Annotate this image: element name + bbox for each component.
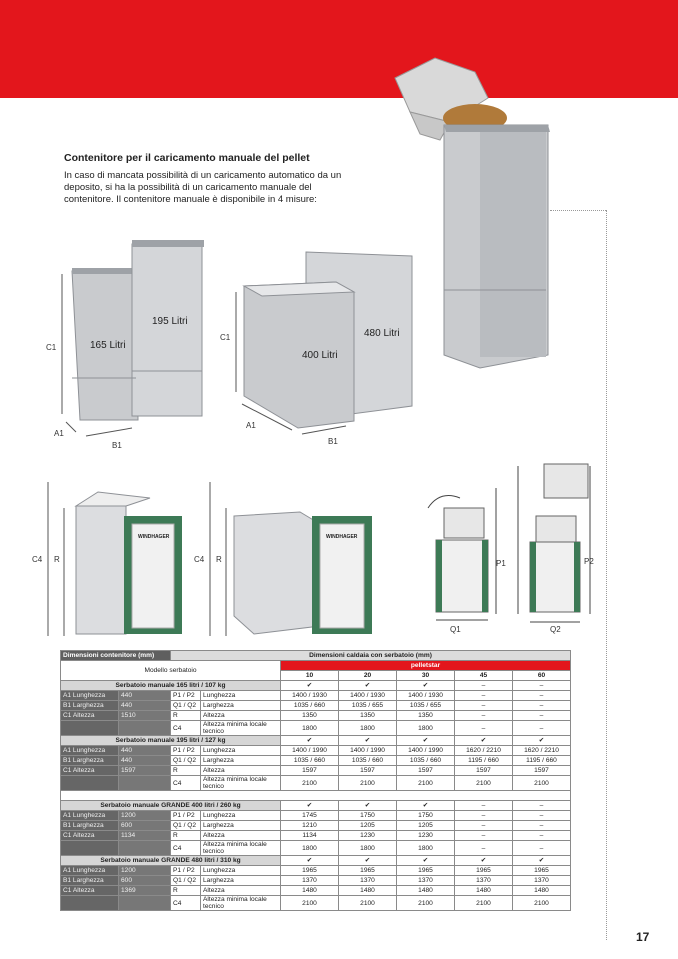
table-cell: 2100 [455,896,513,911]
availability-cell: ✔ [281,681,339,691]
model-label: Modello serbatoio [61,661,281,681]
boiler-dim-label: Altezza [201,831,281,841]
dimensions-table [60,650,571,911]
b1-label-large: B1 [328,437,338,446]
container-dim-value: 1510 [119,711,171,721]
table-cell: – [513,831,571,841]
table-cell: 1597 [513,766,571,776]
tank-480-label: 480 Litri [364,328,400,339]
table-row [61,866,571,876]
section-title-row [61,801,571,811]
container-dim-label: B1 Larghezza [61,756,119,766]
table-cell: 2100 [513,896,571,911]
availability-cell: – [455,801,513,811]
table-cell: 1035 / 655 [339,701,397,711]
boiler-dim-code: C4 [171,776,201,791]
container-dim-value: 1134 [119,831,171,841]
a1-label-large: A1 [246,421,256,430]
availability-cell: ✔ [397,736,455,746]
table-cell: 1965 [455,866,513,876]
table-cell: 1965 [513,866,571,876]
table-cell: 2100 [281,896,339,911]
boiler-dim-label: Altezza [201,886,281,896]
table-cell: – [513,691,571,701]
table-header-row [61,651,571,661]
availability-cell: ✔ [339,681,397,691]
table-cell: 1370 [397,876,455,886]
availability-cell: ✔ [339,801,397,811]
table-cell: 1205 [397,821,455,831]
table-cell: 2100 [397,776,455,791]
model-col: 30 [397,671,455,681]
boiler-dim-label: Larghezza [201,701,281,711]
header-boiler-dims: Dimensioni caldaia con serbatoio (mm) [171,651,571,661]
boiler-dim-code: R [171,886,201,896]
container-dim-value: 440 [119,756,171,766]
table-cell: 1210 [281,821,339,831]
container-dim-label: A1 Lunghezza [61,746,119,756]
boiler-dim-label: Altezza minima locale tecnico [201,776,281,791]
container-dim-label [61,776,119,791]
table-cell: 2100 [513,776,571,791]
boiler-dim-code: C4 [171,841,201,856]
table-cell: 1800 [339,841,397,856]
a1-label: A1 [54,429,64,438]
container-dim-value: 1369 [119,886,171,896]
table-cell: 1350 [281,711,339,721]
table-cell: 2100 [339,896,397,911]
table-cell: 1400 / 1930 [281,691,339,701]
table-cell: 1035 / 655 [397,701,455,711]
table-cell: 1597 [339,766,397,776]
table-cell: 2100 [281,776,339,791]
tank-165-label: 165 Litri [90,340,126,351]
container-dim-value: 440 [119,701,171,711]
table-row [61,756,571,766]
section-title: Serbatoio manuale 165 litri / 107 kg [61,681,281,691]
container-dim-value: 600 [119,876,171,886]
table-cell: – [455,841,513,856]
table-cell: – [513,721,571,736]
table-cell: 1400 / 1990 [281,746,339,756]
section-title-row [61,736,571,746]
table-cell: 1400 / 1990 [339,746,397,756]
model-col: 45 [455,671,513,681]
boiler-dim-code: Q1 / Q2 [171,876,201,886]
boiler-dim-label: Altezza minima locale tecnico [201,721,281,736]
table-cell: 1800 [397,841,455,856]
section-title: Serbatoio manuale 195 litri / 127 kg [61,736,281,746]
table-cell: 1480 [455,886,513,896]
container-dim-label [61,841,119,856]
tank-400-label: 400 Litri [302,350,338,361]
availability-cell: ✔ [339,736,397,746]
availability-cell: ✔ [513,856,571,866]
table-cell: 1350 [339,711,397,721]
table-cell: 1597 [397,766,455,776]
container-dim-label [61,721,119,736]
table-cell: 1745 [281,811,339,821]
q1-label: Q1 [450,625,461,634]
boiler-dim-label: Altezza [201,711,281,721]
table-cell: 1597 [281,766,339,776]
table-cell: 1965 [281,866,339,876]
table-cell: – [455,721,513,736]
availability-cell: – [513,681,571,691]
table-cell: 1800 [339,721,397,736]
boiler-dim-label: Larghezza [201,821,281,831]
boiler-with-tank-photo-2 [190,476,400,642]
section-title-row [61,681,571,691]
intro-text: In caso di mancata possibilità di un caricamento automatico da un deposito, si ha la possibilità di un caricamento manuale del contenitore. Il contenitore manuale è disponibile in 4 misure: [64,170,342,205]
container-dim-label: B1 Larghezza [61,701,119,711]
section-title: Serbatoio manuale GRANDE 400 litri / 260 kg [61,801,281,811]
table-cell: 1965 [397,866,455,876]
container-dim-value: 1200 [119,811,171,821]
model-col: 60 [513,671,571,681]
availability-cell: ✔ [455,856,513,866]
table-cell: 1480 [339,886,397,896]
boiler-dim-label: Altezza minima locale tecnico [201,896,281,911]
table-cell: – [455,831,513,841]
table-cell: 1480 [397,886,455,896]
table-cell: 1620 / 2210 [455,746,513,756]
boiler-dim-code: Q1 / Q2 [171,821,201,831]
table-cell: 1400 / 1930 [339,691,397,701]
table-row [61,776,571,791]
technical-drawing-p1 [400,478,510,638]
c1-label: C1 [46,343,57,352]
page-title: Contenitore per il caricamento manuale del pellet [64,152,310,164]
table-cell: 1205 [339,821,397,831]
container-dim-value: 440 [119,746,171,756]
table-cell: 1035 / 660 [397,756,455,766]
availability-cell: ✔ [281,801,339,811]
boiler-dim-label: Larghezza [201,876,281,886]
brand-label-1: WINDHAGER [138,534,170,540]
availability-cell: ✔ [339,856,397,866]
boiler-with-tank-photo-1 [28,476,198,642]
table-cell: 1750 [339,811,397,821]
availability-cell: ✔ [281,856,339,866]
table-cell: 1620 / 2210 [513,746,571,756]
availability-cell: ✔ [397,856,455,866]
table-row [61,876,571,886]
boiler-dim-code: R [171,711,201,721]
container-dim-value: 1200 [119,866,171,876]
table-cell: 1965 [339,866,397,876]
boiler-dim-code: R [171,766,201,776]
table-row [61,886,571,896]
availability-cell: – [455,681,513,691]
container-dim-label: C1 Altezza [61,886,119,896]
table-gap [61,791,571,801]
container-dim-label: A1 Lunghezza [61,811,119,821]
table-row [61,841,571,856]
boiler-dim-code: R [171,831,201,841]
container-dim-value [119,841,171,856]
q2-label: Q2 [550,625,561,634]
container-dim-value: 1597 [119,766,171,776]
table-cell: 1035 / 660 [281,701,339,711]
table-cell: 1134 [281,831,339,841]
availability-cell: ✔ [397,681,455,691]
table-row [61,811,571,821]
boiler-dim-code: P1 / P2 [171,811,201,821]
table-cell: 2100 [455,776,513,791]
section-title: Serbatoio manuale GRANDE 480 litri / 310 kg [61,856,281,866]
availability-cell: ✔ [281,736,339,746]
header-container-dims: Dimensioni contenitore (mm) [61,651,171,661]
p1-label: P1 [496,559,506,568]
table-cell: 1597 [455,766,513,776]
container-dim-value: 600 [119,821,171,831]
table-cell: 1750 [397,811,455,821]
table-cell: 1195 / 660 [455,756,513,766]
boiler-dim-label: Lunghezza [201,811,281,821]
technical-drawing-p2 [510,462,600,640]
availability-cell: ✔ [455,736,513,746]
table-cell: 2100 [397,896,455,911]
table-cell: – [455,691,513,701]
table-cell: 1230 [339,831,397,841]
table-cell: 1370 [513,876,571,886]
availability-cell: ✔ [513,736,571,746]
table-row [61,746,571,756]
r-label-2: R [216,555,222,564]
table-cell: 1800 [281,721,339,736]
p2-label: P2 [584,557,594,566]
table-row [61,691,571,701]
container-dim-value: 440 [119,691,171,701]
boiler-dim-code: C4 [171,721,201,736]
large-tanks-photo [216,246,426,450]
container-dim-label: A1 Lunghezza [61,866,119,876]
table-cell: 1195 / 660 [513,756,571,766]
table-cell: 1035 / 660 [339,756,397,766]
table-cell: – [455,711,513,721]
table-cell: 1230 [397,831,455,841]
table-cell: – [513,701,571,711]
c4-label-2: C4 [194,555,205,564]
table-row [61,701,571,711]
table-cell: 1480 [281,886,339,896]
boiler-dim-label: Altezza [201,766,281,776]
container-dim-label: C1 Altezza [61,711,119,721]
container-dim-value [119,721,171,736]
boiler-dim-label: Altezza minima locale tecnico [201,841,281,856]
container-dim-label: C1 Altezza [61,766,119,776]
table-cell: 1370 [339,876,397,886]
page-number: 17 [636,930,650,944]
table-row [61,831,571,841]
table-cell: 2100 [339,776,397,791]
table-cell: 1370 [281,876,339,886]
table-cell: 1400 / 1930 [397,691,455,701]
table-row [61,896,571,911]
container-dim-value [119,776,171,791]
model-col: 20 [339,671,397,681]
table-row [61,721,571,736]
header-band [0,0,678,98]
table-cell: – [513,821,571,831]
table-row [61,766,571,776]
availability-cell: – [513,801,571,811]
boiler-dim-code: P1 / P2 [171,746,201,756]
table-cell: – [513,711,571,721]
container-dim-value [119,896,171,911]
boiler-dim-code: Q1 / Q2 [171,701,201,711]
container-dim-label: A1 Lunghezza [61,691,119,701]
container-dim-label: B1 Larghezza [61,876,119,886]
container-dim-label: C1 Altezza [61,831,119,841]
boiler-dim-label: Lunghezza [201,746,281,756]
brand-label-2: WINDHAGER [326,534,358,540]
small-tanks-photo [40,236,220,452]
boiler-dim-code: C4 [171,896,201,911]
model-col: 10 [281,671,339,681]
table-row [61,711,571,721]
b1-label: B1 [112,441,122,450]
table-cell: 1480 [513,886,571,896]
tank-195-label: 195 Litri [152,316,188,327]
dotted-guide-h [550,210,606,211]
availability-cell: ✔ [397,801,455,811]
boiler-dim-label: Lunghezza [201,866,281,876]
table-cell: 1035 / 660 [281,756,339,766]
c4-label-1: C4 [32,555,43,564]
table-brand-row [61,661,571,671]
boiler-dim-label: Lunghezza [201,691,281,701]
table-cell: – [455,811,513,821]
table-cell: 1370 [455,876,513,886]
table-cell: 1350 [397,711,455,721]
dotted-guide [606,210,607,940]
c1-label-large: C1 [220,333,231,342]
table-cell: 1800 [281,841,339,856]
r-label-1: R [54,555,60,564]
boiler-dim-code: P1 / P2 [171,691,201,701]
section-title-row [61,856,571,866]
container-dim-label [61,896,119,911]
table-cell: – [513,811,571,821]
boiler-dim-label: Larghezza [201,756,281,766]
boiler-dim-code: Q1 / Q2 [171,756,201,766]
table-cell: 1400 / 1990 [397,746,455,756]
table-cell: – [455,821,513,831]
table-cell: – [455,701,513,711]
table-cell: – [513,841,571,856]
table-sections [61,681,571,911]
table-cell: 1800 [397,721,455,736]
table-row [61,821,571,831]
container-dim-label: B1 Larghezza [61,821,119,831]
brand-header: pelletstar [281,661,571,671]
boiler-dim-code: P1 / P2 [171,866,201,876]
